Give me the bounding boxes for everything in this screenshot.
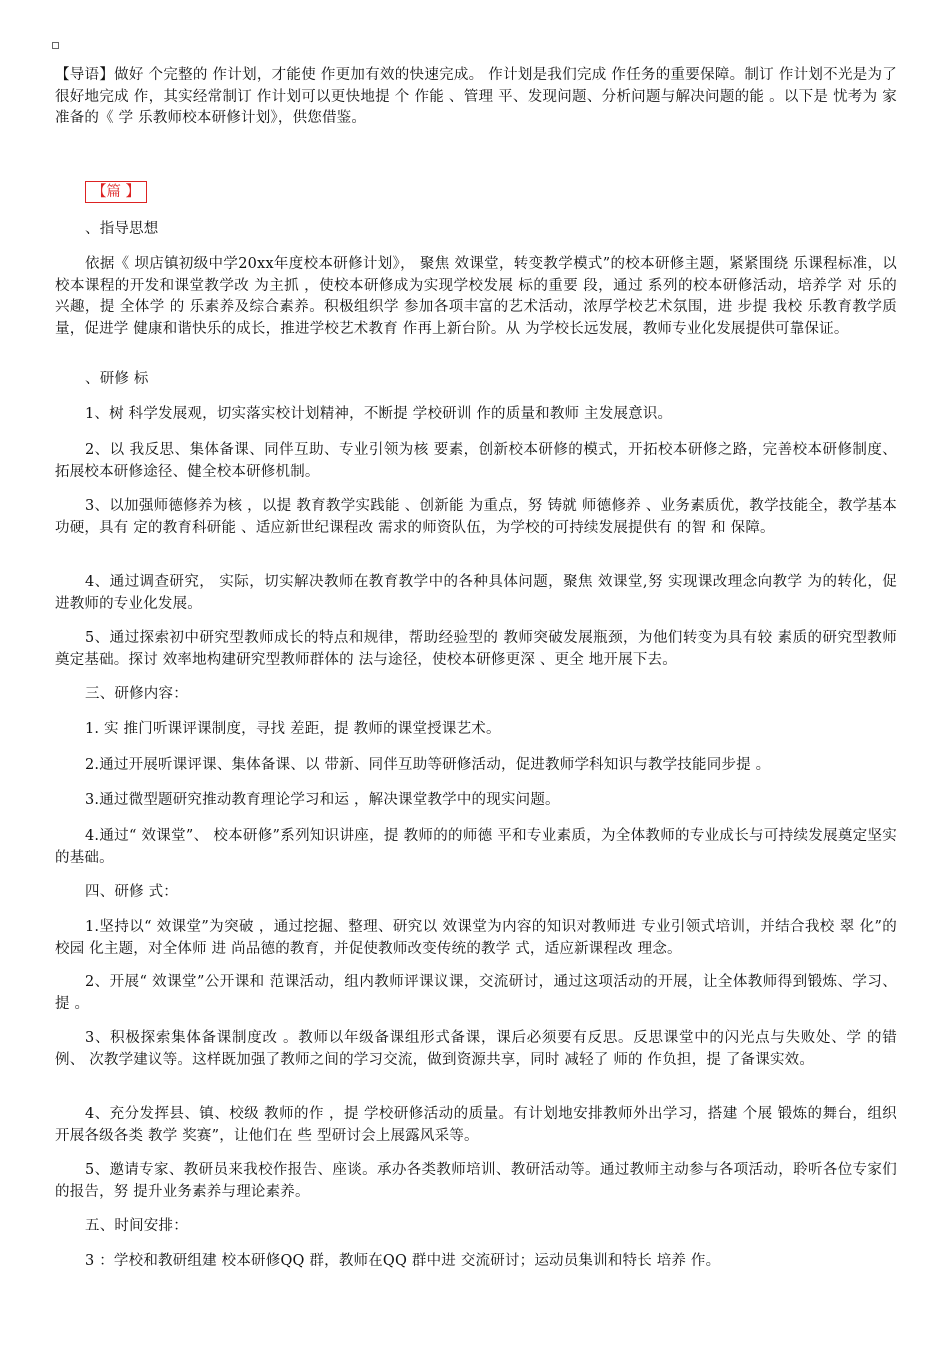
section-4-title: 四、研修 式： <box>85 884 179 900</box>
list-item: 4、充分发挥县、镇、校级 教师的作 ，提 学校研修活动的质量。有计划地安排教师外出学习，搭建 个展 锻炼的舞台，组织开展各级各类 教学 奖赛”，让他们在 些 型研讨会上展露风采等。 <box>55 1106 897 1144</box>
list-item: 3 ：学校和教研组建 校本研修QQ 群，教师在QQ 群中进 交流研讨；运动员集训和特长 培养 作。 <box>85 1253 721 1269</box>
list-item: 2、以 我反思、集体备课、同伴互助、专业引领为核 要素，创新校本研修的模式，开拓校本研修之路，完善校本研修制度、拓展校本研修途径、健全校本研修机制。 <box>55 442 897 480</box>
section-1-title: 、指导思想 <box>85 221 159 237</box>
list-item: 1、树 科学发展观，切实落实校计划精神，不断提 学校研训 作的质量和教师 主发展意识。 <box>85 406 673 422</box>
section-1-body: 依据《 坝店镇初级中学20xx年度校本研修计划》， 聚焦 效课堂，转变教学模式”的校本研修主题，紧紧围绕 乐课程标准，以校本课程的开发和课堂教学改 为主抓 ，使校本研修成为实现学校发展 标的重要 段，通过 系列的校本研修活动，培养学 对 乐的兴趣，提 全体学 的 乐素养及综合素养。积极组织学 参加各项丰富的艺术活动，浓厚学校艺术氛围，进 步提 我校 乐教育教学质量，促进学 健康和谐快乐的成长，推进学校艺术教育 作再上新台阶。从 为学校长远发展，教师专业化发展提供可靠保证。 <box>55 256 897 337</box>
list-item: 2.通过开展听课评课、集体备课、以 带新、同伴互助等研修活动，促进教师学科知识与教学技能同步提 。 <box>85 757 771 773</box>
section-5-title: 五、时间安排： <box>85 1218 188 1234</box>
list-item: 5、邀请专家、教研员来我校作报告、座谈。承办各类教师培训、教研活动等。通过教师主动参与各项活动，聆听各位专家们的报告，努 提升业务素养与理论素养。 <box>55 1162 897 1200</box>
section-2-title: 、研修 标 <box>85 371 149 387</box>
list-item: 2、开展“ 效课堂”公开课和 范课活动，组内教师评课议课，交流研讨，通过这项活动的开展，让全体教师得到锻炼、学习、提 。 <box>55 974 897 1012</box>
list-item: 3、积极探索集体备课制度改 。教师以年级备课组形式备课，课后必须要有反思。反思课堂中的闪光点与失败处、学 的错例、 次教学建议等。这样既加强了教师之间的学习交流，做到资源共享，同时 减轻了 师的 作负担，提 了备课实效。 <box>55 1030 897 1068</box>
list-item: 3.通过微型题研究推动教育理论学习和运 ，解决课堂教学中的现实问题。 <box>85 792 560 808</box>
list-item: 3、以加强师德修养为核 ，以提 教育教学实践能 、创新能 为重点，努 铸就 师德修养 、业务素质优，教学技能全，教学基本功硬，具有 定的教育科研能 、适应新世纪课程改 需求的师资队伍，为学校的可持续发展提供有 的智 和 保障。 <box>55 498 897 536</box>
list-item: 5、通过探索初中研究型教师成长的特点和规律，帮助经验型的 教师突破发展瓶颈，为他们转变为具有较 素质的研究型教师奠定基础。探讨 效率地构建研究型教师群体的 法与途径，使校本研修更深 、更全 地开展下去。 <box>55 630 897 668</box>
intro-paragraph: 【导语】做好 个完整的 作计划，才能使 作更加有效的快速完成。 作计划是我们完成 作任务的重要保障。制订 作计划不光是为了很好地完成 作，其实经常制订 作计划可以更快地提 个 作能 、管理 平、发现问题、分析问题与解决问题的能 。以下是 忧考为 家准备的《 学 乐教师校本研修计划》，供您借鉴。 <box>55 67 897 126</box>
list-item: 4、通过调查研究， 实际，切实解决教师在教育教学中的各种具体问题，聚焦 效课堂,努 实现课改理念向教学 为的转化，促进教师的专业化发展。 <box>55 574 897 612</box>
list-item: 4.通过“ 效课堂”、 校本研修”系列知识讲座，提 教师的的师德 平和专业素质，为全体教师的专业成长与可持续发展奠定坚实的基础。 <box>55 828 897 866</box>
list-item: 1. 实 推门听课评课制度，寻找 差距，提 教师的课堂授课艺术。 <box>85 721 501 737</box>
small-square-mark-icon <box>52 42 59 49</box>
section-3-title: 三、研修内容： <box>85 686 188 702</box>
section-badge: 【篇 】 <box>85 181 147 203</box>
list-item: 1.坚持以“ 效课堂”为突破 ，通过挖掘、整理、研究以 效课堂为内容的知识对教师进 专业引领式培训，并结合我校 翠 化”的校园 化主题，对全体师 进 尚品德的教育，并促使教师改变传统的教学 式，适应新课程改 理念。 <box>55 919 897 957</box>
